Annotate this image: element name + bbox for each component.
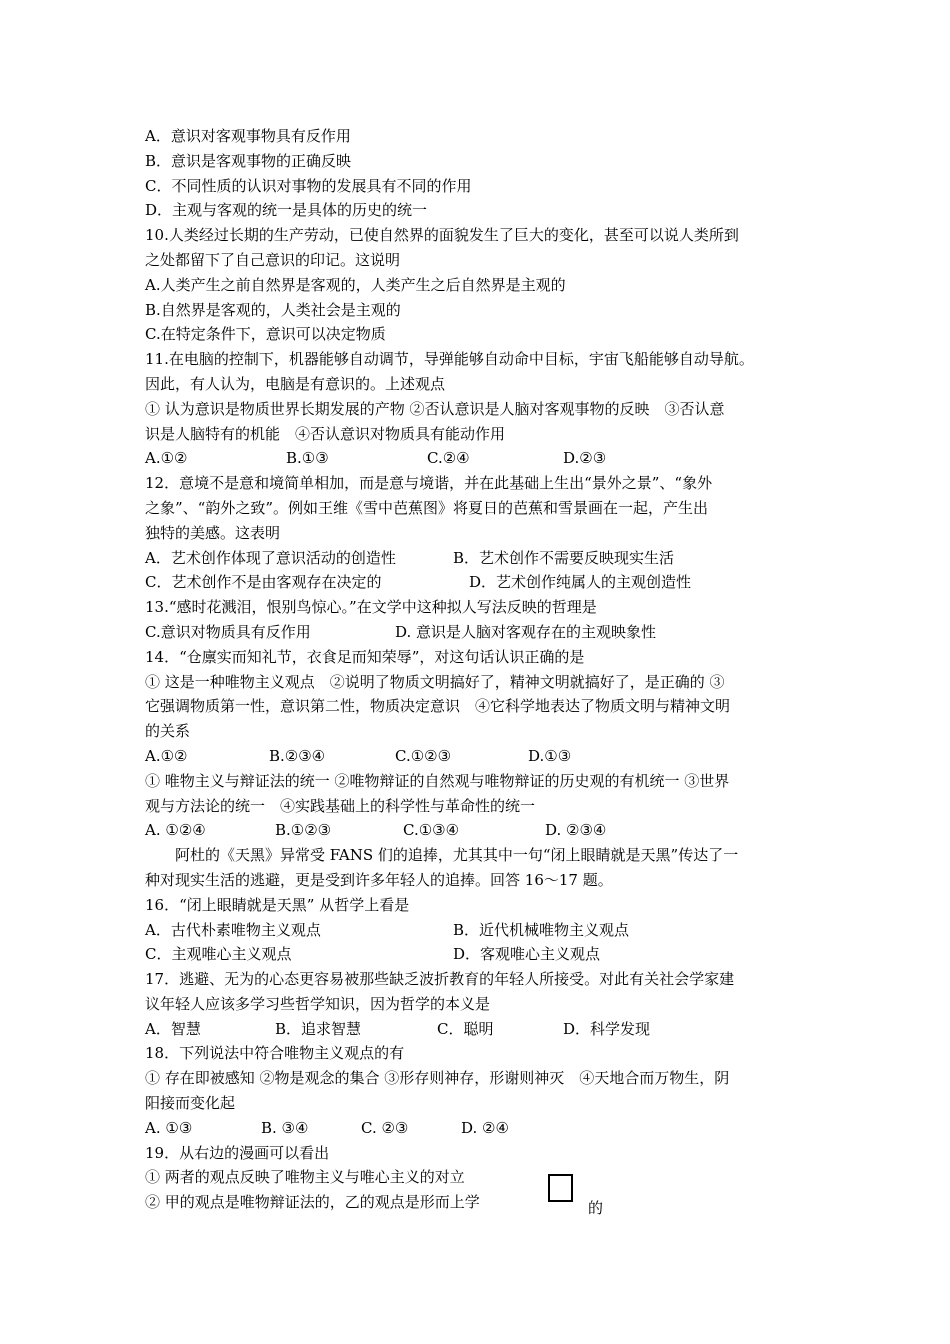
option-d: D．艺术创作纯属人的主观创造性 <box>469 573 692 592</box>
question-15-options <box>145 818 835 843</box>
option-c: C．艺术创作不是由客观存在决定的 <box>145 573 382 592</box>
option-a: A．智慧 <box>145 1019 201 1038</box>
text-line: 它强调物质第一性，意识第二性，物质决定意识 ④它科学地表达了物质文明与精神文明 <box>145 697 731 716</box>
text-line: ② 甲的观点是唯物辩证法的，乙的观点是形而上学 <box>145 1193 480 1212</box>
option-c: C.①②③ <box>395 746 452 765</box>
text-line: B.自然界是客观的，人类社会是主观的 <box>145 300 401 319</box>
option-d: D. ②③④ <box>545 821 607 840</box>
text-tail: 的 <box>588 1199 604 1217</box>
option-c: C.①③④ <box>403 821 460 840</box>
cartoon-placeholder-box <box>548 1174 573 1202</box>
option-c: C．主观唯心主义观点 <box>145 945 292 964</box>
text-line: ① 唯物主义与辩证法的统一 ②唯物辩证的自然观与唯物辩证的历史观的有机统一 ③世界 <box>145 771 730 790</box>
question-18-options <box>145 1116 835 1141</box>
question-12-options-row2 <box>145 570 835 595</box>
text-line: C．不同性质的认识对事物的发展具有不同的作用 <box>145 176 472 195</box>
text-line: B．意识是客观事物的正确反映 <box>145 151 352 170</box>
text-line: A．意识对客观事物具有反作用 <box>145 127 351 145</box>
option-d: D. ②④ <box>461 1118 509 1137</box>
option-a: A.①② <box>145 746 188 765</box>
text-line: C.在特定条件下，意识可以决定物质 <box>145 325 386 344</box>
option-c: C.意识对物质具有反作用 <box>145 622 311 641</box>
question-14-stem: 14．“仓廪实而知礼节，衣食足而知荣辱”，对这句话认识正确的是 <box>145 647 585 666</box>
text-line: ① 两者的观点反映了唯物主义与唯心主义的对立 <box>145 1168 465 1187</box>
option-c: C．聪明 <box>437 1019 494 1038</box>
text-line: 识是人脑特有的机能 ④否认意识对物质具有能动作用 <box>145 424 506 443</box>
question-12-options-row1 <box>145 546 835 571</box>
text-line: 观与方法论的统一 ④实践基础上的科学性与革命性的统一 <box>145 796 536 815</box>
text-line: 之象”、“韵外之致”。例如王维《雪中芭蕉图》将夏日的芭蕉和雪景画在一起，产生出 <box>145 498 709 517</box>
option-b: B. ③④ <box>261 1118 309 1137</box>
text-line: 之处都留下了自己意识的印记。这说明 <box>145 250 401 269</box>
question-16-options-row1 <box>145 918 835 943</box>
option-d: D. 意识是人脑对客观存在的主观映象性 <box>395 622 657 641</box>
text-line: 议年轻人应该多学习些哲学知识，因为哲学的本义是 <box>145 994 491 1013</box>
question-12-stem: 12．意境不是意和境简单相加，而是意与境谐，并在此基础上生出“景外之景”、“象外 <box>145 474 713 493</box>
text-line: 独特的美感。这表明 <box>145 523 281 542</box>
question-19-stem: 19．从右边的漫画可以看出 <box>145 1143 330 1162</box>
option-a: A．古代朴素唯物主义观点 <box>145 920 321 939</box>
option-d: D．客观唯心主义观点 <box>453 945 601 964</box>
option-b: B.①③ <box>286 449 329 468</box>
text-line: ① 存在即被感知 ②物是观念的集合 ③形存则神存，形谢则神灭 ④天地合而万物生，阴 <box>145 1069 730 1088</box>
option-c: C. ②③ <box>361 1118 409 1137</box>
text-line: ① 这是一种唯物主义观点 ②说明了物质文明搞好了，精神文明就搞好了，是正确的 ③ <box>145 672 725 691</box>
text-line: 的关系 <box>145 722 191 741</box>
option-c: C.②④ <box>427 449 470 468</box>
text-line: ① 认为意识是物质世界长期发展的产物 ②否认意识是人脑对客观事物的反映 ③否认意 <box>145 399 725 418</box>
option-a: A. ①③ <box>145 1118 193 1137</box>
option-b: B.②③④ <box>269 746 326 765</box>
text-line: 阳接而变化起 <box>145 1094 236 1113</box>
option-b: B.①②③ <box>275 821 332 840</box>
exam-page <box>145 124 835 1215</box>
question-11-options <box>145 446 835 471</box>
question-10-stem: 10.人类经过长期的生产劳动，已使自然界的面貌发生了巨大的变化，甚至可以说人类所到 <box>145 226 739 245</box>
question-16-stem: 16．“闭上眼睛就是天黑” 从哲学上看是 <box>145 895 410 914</box>
question-17-options <box>145 1017 835 1042</box>
option-d: D.②③ <box>563 449 607 468</box>
passage-text: 种对现实生活的逃避，更是受到许多年轻人的追捧。回答 16～17 题。 <box>145 870 613 889</box>
text-line: 因此，有人认为，电脑是有意识的。上述观点 <box>145 374 446 393</box>
option-a: A．艺术创作体现了意识活动的创造性 <box>145 548 396 567</box>
option-a: A. ①②④ <box>145 821 206 840</box>
option-d: D.①③ <box>528 746 572 765</box>
question-16-options-row2 <box>145 942 835 967</box>
option-b: B．近代机械唯物主义观点 <box>453 920 630 939</box>
option-d: D．科学发现 <box>563 1019 651 1038</box>
passage-text: 阿杜的《天黑》异常受 FANS 们的追捧，尤其其中一句“闭上眼睛就是天黑”传达了一 <box>175 846 739 865</box>
question-13-options <box>145 620 835 645</box>
option-b: B．追求智慧 <box>275 1019 362 1038</box>
option-b: B．艺术创作不需要反映现实生活 <box>453 548 675 567</box>
question-11-stem: 11.在电脑的控制下，机器能够自动调节，导弹能够自动命中目标，宇宙飞船能够自动导航。 <box>145 350 754 369</box>
text-line: A.人类产生之前自然界是客观的，人类产生之后自然界是主观的 <box>145 275 566 294</box>
question-13-stem: 13.“感时花溅泪，恨别鸟惊心。”在文学中这种拟人写法反映的哲理是 <box>145 598 597 617</box>
question-14-options <box>145 744 835 769</box>
question-18-stem: 18．下列说法中符合唯物主义观点的有 <box>145 1044 405 1063</box>
question-17-stem: 17．逃避、无为的心态更容易被那些缺乏波折教育的年轻人所接受。对此有关社会学家建 <box>145 970 735 989</box>
option-a: A.①② <box>145 449 188 468</box>
text-line: D．主观与客观的统一是具体的历史的统一 <box>145 201 428 220</box>
